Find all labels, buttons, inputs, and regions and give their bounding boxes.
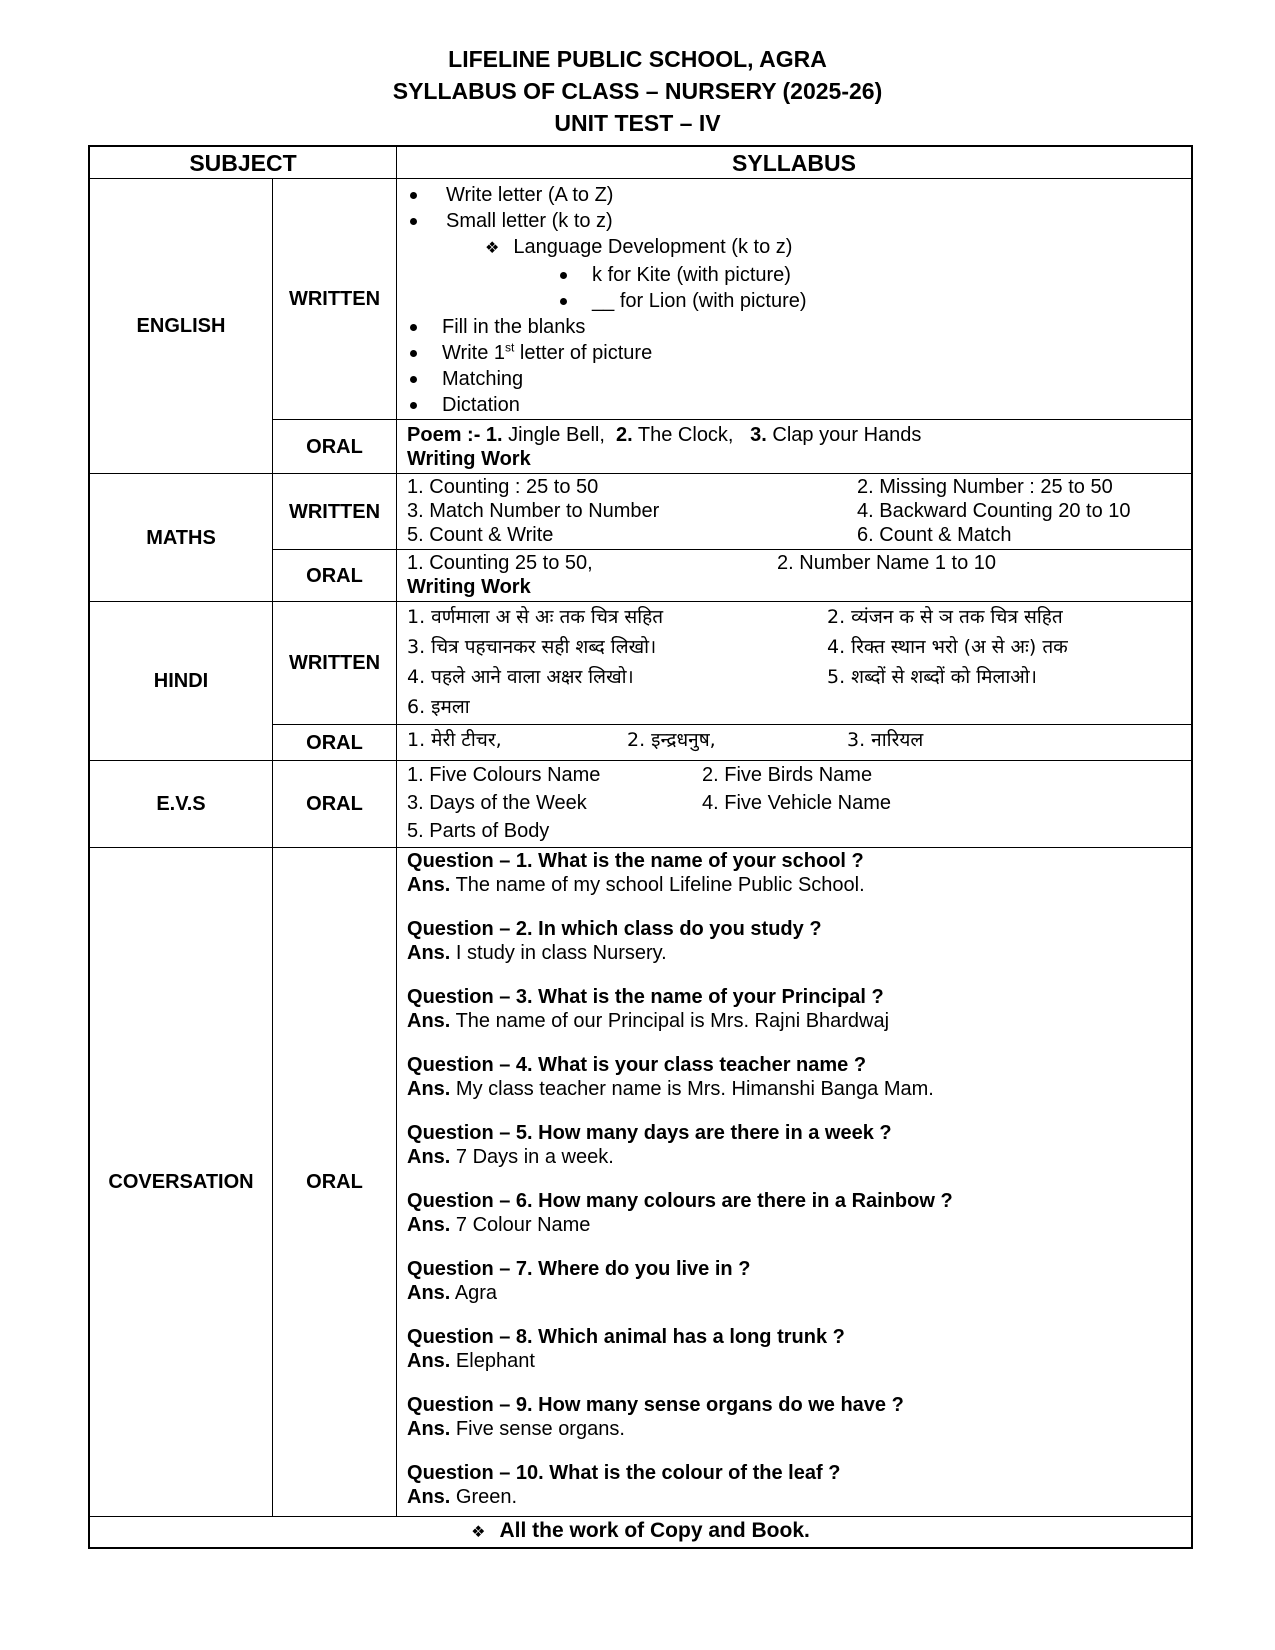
qa-item xyxy=(407,985,1181,1033)
answer-text: The name of our Principal is Mrs. Rajni Bhardwaj xyxy=(455,1010,890,1032)
answer-line xyxy=(407,1213,1181,1237)
footer-row xyxy=(90,1517,1192,1548)
bullet-icon xyxy=(410,218,417,225)
maths-written-label: WRITTEN xyxy=(273,474,397,550)
answer-prefix: Ans. xyxy=(407,1010,451,1032)
qa-item xyxy=(407,1325,1181,1373)
answer-line xyxy=(407,1077,1181,1101)
qa-item xyxy=(407,1189,1181,1237)
list-row: 3. Days of the Week 4. Five Vehicle Name xyxy=(407,792,891,814)
answer-prefix: Ans. xyxy=(407,1350,451,1372)
list-row: 1. वर्णमाला अ से अः तक चित्र सहित 2. व्यंजन क से ञ तक चित्र सहित xyxy=(407,606,1063,628)
answer-line xyxy=(407,1009,1181,1033)
answer-text: 7 Colour Name xyxy=(455,1214,591,1236)
qa-item xyxy=(407,917,1181,965)
answer-text: Elephant xyxy=(455,1350,535,1372)
maths-written-row xyxy=(90,474,1192,550)
table-header-row xyxy=(90,147,1192,179)
bullet-icon xyxy=(410,192,417,199)
bullet-icon xyxy=(410,324,417,331)
qa-item xyxy=(407,1121,1181,1169)
qa-item xyxy=(407,1393,1181,1441)
evs-oral-label: ORAL xyxy=(273,761,397,848)
bullet-icon xyxy=(410,350,417,357)
english-oral-label: ORAL xyxy=(273,420,397,474)
footer-note: ❖ All the work of Copy and Book. xyxy=(90,1517,1192,1548)
list-item: k for Kite (with picture) xyxy=(407,263,1181,287)
unit-test-title: UNIT TEST – IV xyxy=(554,110,721,136)
list-row: 3. Match Number to Number 4. Backward Counting 20 to 10 xyxy=(407,500,1131,522)
list-item: __ for Lion (with picture) xyxy=(407,289,1181,313)
list-row: 1. मेरी टीचर, 2. इन्द्रधनुष, 3. नारियल xyxy=(407,729,924,751)
answer-text: Five sense organs. xyxy=(455,1418,625,1440)
question-text: Question – 8. Which animal has a long trunk ? xyxy=(407,1326,845,1348)
qa-item xyxy=(407,1053,1181,1101)
syllabus-table xyxy=(88,145,1193,1549)
answer-prefix: Ans. xyxy=(407,1146,451,1168)
answer-text: The name of my school Lifeline Public School. xyxy=(455,874,865,896)
list-row: 1. Five Colours Name 2. Five Birds Name xyxy=(407,764,873,786)
answer-prefix: Ans. xyxy=(407,1486,451,1508)
list-row: 3. चित्र पहचानकर सही शब्द लिखो। 4. रिक्त स्थान भरो (अ से अः) तक xyxy=(407,636,1068,658)
english-written-content xyxy=(397,179,1192,420)
question-text: Question – 1. What is the name of your school ? xyxy=(407,850,864,872)
writing-work-label: Writing Work xyxy=(407,448,531,470)
qa-item xyxy=(407,1461,1181,1509)
answer-prefix: Ans. xyxy=(407,1418,451,1440)
question-text: Question – 10. What is the colour of the leaf ? xyxy=(407,1462,841,1484)
poem-line: Poem :- 1. Jingle Bell, 2. The Clock, 3. Clap your Hands xyxy=(407,424,922,446)
evs-oral-content xyxy=(397,761,1192,848)
question-text: Question – 3. What is the name of your Principal ? xyxy=(407,986,884,1008)
answer-prefix: Ans. xyxy=(407,1078,451,1100)
list-row: 6. इमला xyxy=(407,696,470,718)
answer-line xyxy=(407,873,1181,897)
hindi-oral-label: ORAL xyxy=(273,725,397,761)
conversation-oral-label: ORAL xyxy=(273,848,397,1517)
english-oral-content xyxy=(397,420,1192,474)
writing-work-label: Writing Work xyxy=(407,576,531,598)
english-written-label: WRITTEN xyxy=(273,179,397,420)
question-text: Question – 2. In which class do you study ? xyxy=(407,918,822,940)
qa-item xyxy=(407,849,1181,897)
maths-written-content xyxy=(397,474,1192,550)
hindi-subject-label: HINDI xyxy=(90,602,273,761)
question-text: Question – 4. What is your class teacher name ? xyxy=(407,1054,867,1076)
question-text: Question – 9. How many sense organs do we have ? xyxy=(407,1394,904,1416)
list-item: Dictation xyxy=(407,393,1181,417)
list-item: Write 1st letter of picture xyxy=(407,341,1181,365)
hindi-oral-content xyxy=(397,725,1192,761)
list-item: Write letter (A to Z) xyxy=(407,183,1181,207)
answer-prefix: Ans. xyxy=(407,874,451,896)
answer-line xyxy=(407,1417,1181,1441)
answer-line xyxy=(407,1145,1181,1169)
question-text: Question – 7. Where do you live in ? xyxy=(407,1258,751,1280)
bullet-icon xyxy=(560,272,567,279)
answer-text: Green. xyxy=(455,1486,518,1508)
bullet-icon xyxy=(410,402,417,409)
list-item: Matching xyxy=(407,367,1181,391)
answer-line xyxy=(407,1349,1181,1373)
english-subject-label: ENGLISH xyxy=(90,179,273,474)
qa-item xyxy=(407,1257,1181,1305)
list-row: 4. पहले आने वाला अक्षर लिखो। 5. शब्दों से शब्दों को मिलाओ। xyxy=(407,666,1037,688)
question-text: Question – 5. How many days are there in a week ? xyxy=(407,1122,892,1144)
list-row: 5. Count & Write 6. Count & Match xyxy=(407,524,1012,546)
answer-text: Agra xyxy=(454,1282,498,1304)
list-row: 1. Counting 25 to 50, 2. Number Name 1 to 10 xyxy=(407,552,997,574)
answer-prefix: Ans. xyxy=(407,1282,451,1304)
list-item: Small letter (k to z) xyxy=(407,209,1181,233)
diamond-bullet-icon: ❖ xyxy=(471,1524,486,1541)
answer-text: 7 Days in a week. xyxy=(455,1146,614,1168)
school-name: LIFELINE PUBLIC SCHOOL, AGRA xyxy=(448,46,827,72)
answer-text: My class teacher name is Mrs. Himanshi Banga Mam. xyxy=(455,1078,934,1100)
maths-oral-content xyxy=(397,550,1192,602)
maths-oral-label: ORAL xyxy=(273,550,397,602)
diamond-bullet-icon: ❖ xyxy=(485,240,500,257)
list-item: ❖ Language Development (k to z) xyxy=(407,235,1181,261)
evs-subject-label: E.V.S xyxy=(90,761,273,848)
hindi-written-row xyxy=(90,602,1192,725)
answer-text: I study in class Nursery. xyxy=(455,942,667,964)
question-text: Question – 6. How many colours are there in a Rainbow ? xyxy=(407,1190,953,1212)
conversation-row xyxy=(90,848,1192,1517)
conversation-content xyxy=(397,848,1192,1517)
subject-column-header: SUBJECT xyxy=(90,147,397,179)
list-row: 1. Counting : 25 to 50 2. Missing Number : 25 to 50 xyxy=(407,476,1113,498)
syllabus-title: SYLLABUS OF CLASS – NURSERY (2025-26) xyxy=(392,78,883,104)
english-written-row xyxy=(90,179,1192,420)
bullet-icon xyxy=(410,376,417,383)
answer-prefix: Ans. xyxy=(407,942,451,964)
answer-line xyxy=(407,941,1181,965)
answer-line xyxy=(407,1281,1181,1305)
maths-subject-label: MATHS xyxy=(90,474,273,602)
answer-line xyxy=(407,1485,1181,1509)
bullet-icon xyxy=(560,298,567,305)
conversation-subject-label: COVERSATION xyxy=(90,848,273,1517)
list-row: 5. Parts of Body xyxy=(407,820,550,842)
hindi-written-label: WRITTEN xyxy=(273,602,397,725)
syllabus-column-header: SYLLABUS xyxy=(397,147,1192,179)
list-item: Fill in the blanks xyxy=(407,315,1181,339)
evs-oral-row xyxy=(90,761,1192,848)
hindi-written-content xyxy=(397,602,1192,725)
answer-prefix: Ans. xyxy=(407,1214,451,1236)
